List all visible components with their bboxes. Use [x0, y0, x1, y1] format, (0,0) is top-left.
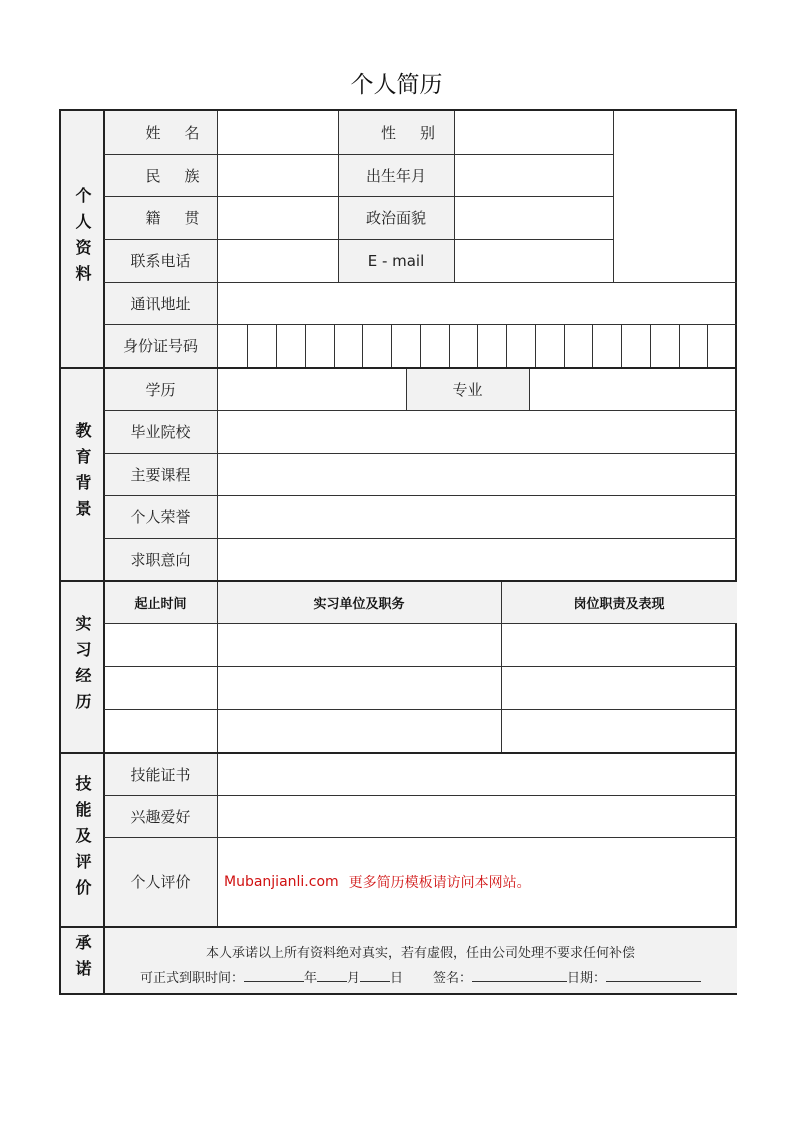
label-birth: 出生年月 — [365, 166, 426, 185]
section-internship: 实习经历 — [73, 614, 92, 719]
label-email: E - mail — [367, 251, 425, 270]
date-blank[interactable] — [606, 969, 701, 982]
month-label: 月 — [346, 971, 360, 986]
id-box-divider — [592, 324, 593, 367]
label-degree: 学历 — [145, 380, 176, 399]
id-box-divider — [391, 324, 392, 367]
header-period: 起止时间 — [134, 596, 187, 612]
degree-divider-b — [529, 368, 530, 410]
label-politics: 政治面貌 — [365, 209, 426, 227]
id-box-divider — [621, 324, 622, 367]
signature-label: 签名： — [433, 971, 473, 986]
row-line — [104, 623, 737, 624]
id-box-divider — [334, 324, 335, 367]
id-box-divider — [362, 324, 363, 367]
pledge-line — [104, 967, 737, 986]
label-origin: 籍贯 — [145, 209, 224, 227]
header-company-position: 实习单位及职务 — [313, 596, 405, 612]
row-line — [104, 666, 737, 667]
note-text: 更多简历模板请访问本网站。 — [348, 874, 531, 891]
year-label: 年 — [303, 971, 317, 986]
label-hobbies: 兴趣爱好 — [130, 807, 191, 826]
month-blank[interactable] — [317, 969, 347, 982]
label-honors: 个人荣誉 — [130, 508, 191, 526]
photo-divider — [613, 111, 614, 282]
id-box-divider — [305, 324, 306, 367]
id-box-divider — [535, 324, 536, 367]
label-gender: 性别 — [380, 124, 459, 142]
day-blank[interactable] — [360, 969, 390, 982]
header-duties: 岗位职责及表现 — [573, 596, 665, 612]
id-box-divider — [477, 324, 478, 367]
id-box-divider — [420, 324, 421, 367]
section-line — [61, 926, 737, 928]
day-label: 日 — [390, 971, 404, 986]
section-education: 教育背景 — [73, 422, 92, 526]
section-skills: 技能及评价 — [73, 774, 92, 905]
id-box-divider — [247, 324, 248, 367]
label-phone: 联系电话 — [130, 252, 191, 270]
id-box-divider — [276, 324, 277, 367]
note-site-link[interactable]: Mubanjianli.com — [224, 873, 339, 890]
date-label: 日期： — [567, 971, 607, 986]
label-address: 通讯地址 — [130, 294, 191, 313]
pledge-statement: 本人承诺以上所有资料绝对真实，若有虚假，任由公司处理不要求任何补偿 — [205, 946, 635, 961]
id-box-divider — [449, 324, 450, 367]
label-id-number: 身份证号码 — [122, 337, 198, 355]
resume-form — [59, 109, 737, 995]
label-major: 专业 — [452, 380, 483, 399]
id-box-divider — [679, 324, 680, 367]
id-box-divider — [506, 324, 507, 367]
label-name: 姓名 — [145, 124, 224, 142]
year-blank[interactable] — [244, 969, 304, 982]
id-box-divider — [707, 324, 708, 367]
section-pledge: 承诺 — [73, 934, 92, 986]
id-box-divider — [650, 324, 651, 367]
label-school: 毕业院校 — [130, 423, 191, 441]
label-intention: 求职意向 — [130, 550, 191, 569]
available-label: 可正式到职时间： — [139, 971, 244, 986]
label-self-eval: 个人评价 — [130, 873, 191, 891]
section-personal: 个人资料 — [73, 187, 92, 291]
page-title: 个人简历 — [350, 72, 443, 98]
self-eval-note — [224, 837, 531, 926]
id-box-divider — [564, 324, 565, 367]
label-courses: 主要课程 — [130, 465, 191, 484]
row-line — [104, 709, 737, 710]
signature-blank[interactable] — [472, 969, 567, 982]
label-ethnicity: 民族 — [145, 166, 224, 185]
label-certificates: 技能证书 — [130, 765, 191, 784]
